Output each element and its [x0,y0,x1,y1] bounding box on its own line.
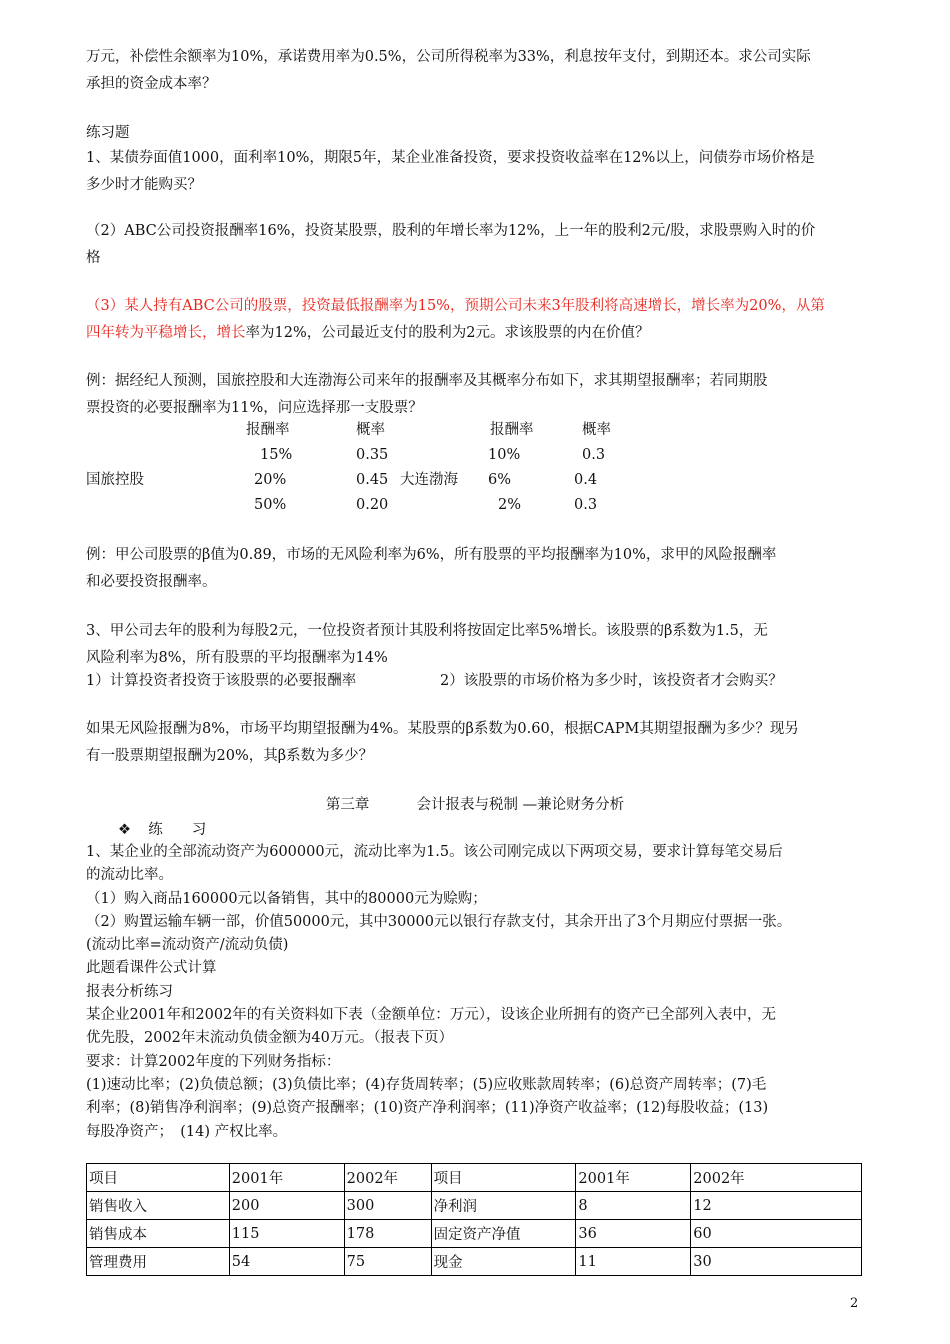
question-1 [86,145,866,199]
text-line: 1、某企业的全部流动资产为600000元，流动比率为1.5。该公司刚完成以下两项交易，要求计算每笔交易后 [86,844,783,860]
text-line: 例：甲公司股票的β值为0.89，市场的无风险利率为6%，所有股票的平均报酬率为10%，求甲的风险报酬率 [86,547,777,563]
highlighted-text: 四年转为平稳增长，增长 [86,325,246,341]
table-row [87,1192,862,1220]
table-cell: 销售成本 [87,1220,230,1248]
cell-probability-1: 0.20 [356,497,389,513]
example-2 [86,542,866,596]
text-line [86,320,866,347]
cell-probability-1: 0.45 [356,472,389,488]
cell-return-2: 2% [498,497,522,513]
table-cell: 300 [344,1192,431,1220]
cell-return-1: 50% [254,497,287,513]
practice-label: 练 习 [148,822,207,838]
financial-data-table [86,1163,862,1276]
table-cell: 75 [344,1248,431,1276]
practice-heading [118,818,206,843]
question-5 [86,716,866,770]
text-line: （1）购入商品160000元以备销售，其中的80000元为赊购； [86,890,487,907]
table-cell: 115 [229,1220,344,1248]
text-line: 格 [86,250,101,266]
header-probability-2: 概率 [582,422,611,438]
text-line: 有一股票期望报酬为20%，其β系数为多少？ [86,748,374,764]
text-line: 如果无风险报酬为8%，市场平均期望报酬为4%。某股票的β系数为0.60，根据CAPM其期望报酬为多少？现另 [86,721,799,737]
header-probability-1: 概率 [356,422,385,438]
table-cell: 销售收入 [87,1192,230,1220]
cell-probability-2: 0.3 [574,497,598,513]
table-cell: 178 [344,1220,431,1248]
text-line: 的流动比率。 [86,867,173,884]
text-line: （2）ABC公司投资报酬率16%，投资某股票，股利的年增长率为12%，上一年的股利2元/股，求股票购入时的价 [86,223,816,239]
exercise-title: 练习题 [86,125,130,141]
text-line: 每股净资产； (14) 产权比率。 [86,1123,288,1140]
text-line: 万元，补偿性余额率为10%，承诺费用率为0.5%，公司所得税率为33%，利息按年支付，到期还本。求公司实际 [86,49,811,65]
chapter-heading [0,793,950,814]
text-line: (1)速动比率；(2)负债总额；(3)负债比率；(4)存货周转率；(5)应收账款周转率；(6)总资产周转率；(7)毛 [86,1076,767,1093]
text-line: 承担的资金成本率？ [86,76,217,92]
diamond-bullet-icon: ❖ [118,822,131,838]
highlighted-line: （3）某人持有ABC公司的股票，投资最低报酬率为15%，预期公司未来3年股利将高速增长，增长率为20%，从第 [86,298,825,314]
cell-probability-2: 0.4 [574,472,598,488]
chapter-number: 第三章 [325,797,370,813]
text-line: 报表分析练习 [86,983,173,1000]
table-header-row [87,1164,862,1192]
text-line: 1、某债券面值1000，面利率10%，期限5年，某企业准备投资，要求投资收益率在12%以上，问债券市场价格是 [86,150,815,166]
text-line: （2）购置运输车辆一部，价值50000元，其中30000元以银行存款支付，其余开出了3个月期应付票据一张。 [86,913,792,930]
table-row [87,1248,862,1276]
page-number: 2 [850,1296,859,1311]
cell-probability-1: 0.35 [356,447,389,463]
text-line: 和必要投资报酬率。 [86,574,217,590]
text-line: 多少时才能购买？ [86,177,202,193]
question-3 [86,293,866,347]
header-cell: 项目 [431,1164,576,1192]
text-line: 例：据经纪人预测，国旅控股和大连渤海公司来年的报酬率及其概率分布如下，求其期望报酬率；若同期股 [86,373,768,389]
chapter-3-exercises [86,841,866,1144]
table-cell: 30 [691,1248,862,1276]
company-name-2: 大连渤海 [400,472,458,488]
text-line: 某企业2001年和2002年的有关资料如下表（金额单位：万元），设该企业所拥有的资产已全部列入表中，无 [86,1007,777,1024]
table-cell: 11 [576,1248,691,1276]
header-cell: 2002年 [691,1164,862,1192]
text-line: 风险利率为8%，所有股票的平均报酬率为14% [86,650,388,666]
question-4-sub-2: 2）该股票的市场价格为多少时，该投资者才会购买？ [440,673,783,689]
cell-return-2: 6% [488,472,512,488]
cell-probability-2: 0.3 [582,447,606,463]
header-cell: 2001年 [229,1164,344,1192]
header-return-1: 报酬率 [246,422,290,438]
text-line: 3、甲公司去年的股利为每股2元，一位投资者预计其股利将按固定比率5%增长。该股票的β系数为1.5，无 [86,623,768,639]
text-line: 票投资的必要报酬率为11%，问应选择那一支股票？ [86,400,423,416]
text-line: 优先股，2002年末流动负债金额为40万元。（报表下页） [86,1030,454,1047]
table-cell: 固定资产净值 [431,1220,576,1248]
header-cell: 项目 [87,1164,230,1192]
table-cell: 现金 [431,1248,576,1276]
example-1 [86,368,866,422]
cell-return-1: 20% [254,472,287,488]
chapter-title: 会计报表与税制 —兼论财务分析 [416,797,625,813]
cell-return-2: 10% [488,447,521,463]
table-cell: 8 [576,1192,691,1220]
header-return-2: 报酬率 [490,422,534,438]
table-cell: 管理费用 [87,1248,230,1276]
table-cell: 净利润 [431,1192,576,1220]
company-name-1: 国旅控股 [86,472,144,488]
text-segment: 率为12%，公司最近支付的股利为2元。求该股票的内在价值？ [245,325,650,341]
header-cell: 2001年 [576,1164,691,1192]
text-line: 利率；(8)销售净利润率；(9)总资产报酬率；(10)资产净利润率；(11)净资产收益率；(12)每股收益；(13) [86,1100,769,1117]
question-4 [86,618,866,672]
table-cell: 36 [576,1220,691,1248]
header-cell: 2002年 [344,1164,431,1192]
question-4-sub-1: 1）计算投资者投资于该股票的必要报酬率 [86,673,357,689]
table-cell: 12 [691,1192,862,1220]
text-line: (流动比率=流动资产/流动负债) [86,937,289,954]
table-cell: 60 [691,1220,862,1248]
text-line: 要求：计算2002年度的下列财务指标： [86,1053,341,1070]
question-2 [86,218,866,272]
text-line: 此题看课件公式计算 [86,960,217,977]
paragraph-intro [86,44,866,98]
cell-return-1: 15% [260,447,293,463]
table-row [87,1220,862,1248]
table-cell: 54 [229,1248,344,1276]
table-cell: 200 [229,1192,344,1220]
